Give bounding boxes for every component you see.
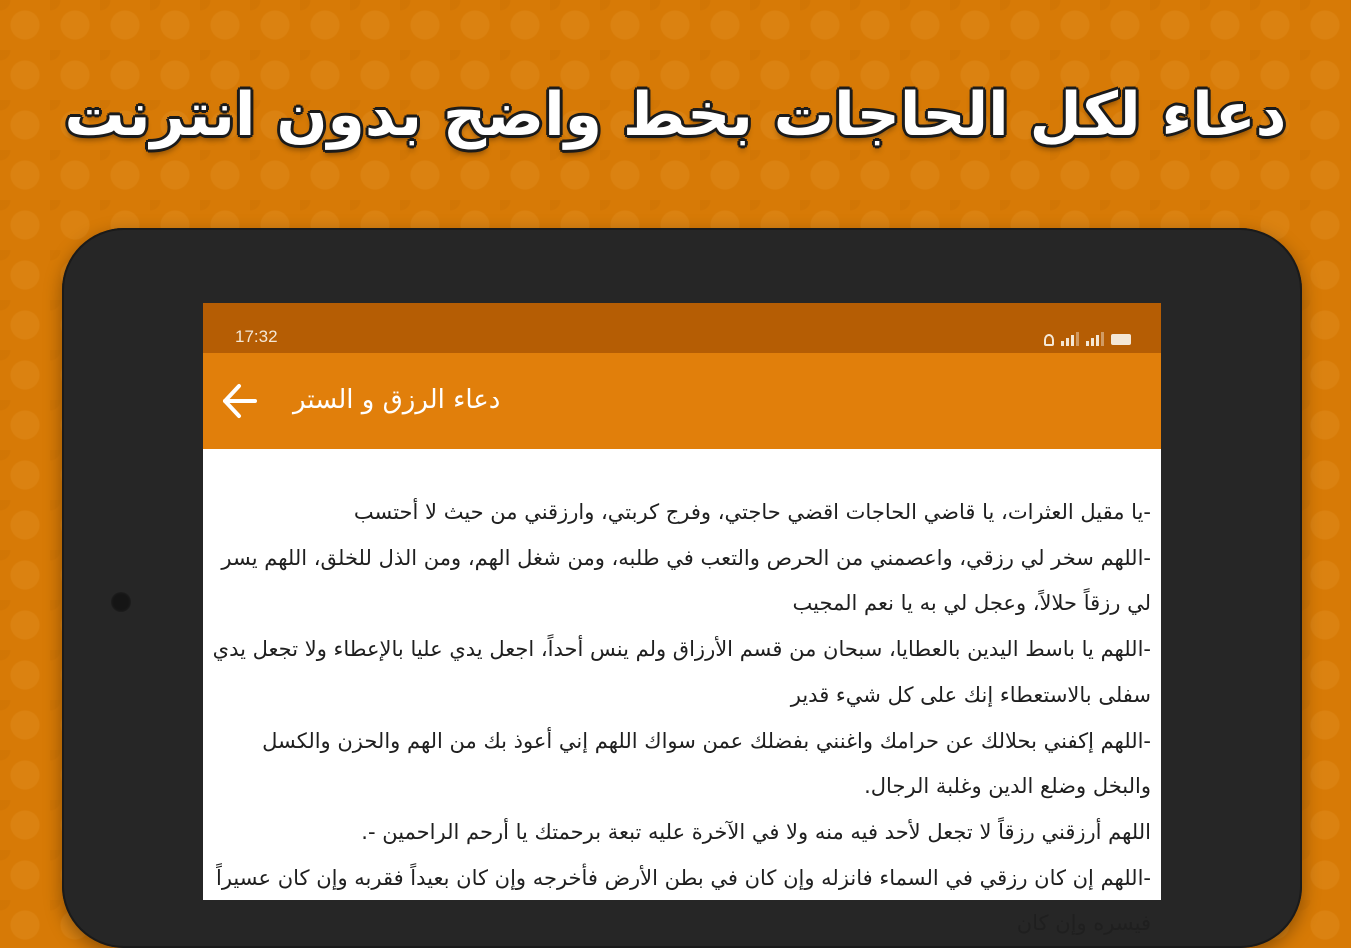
content-area[interactable] [203, 449, 1161, 936]
app-bar [203, 353, 1161, 449]
dua-item: -اللهم يا باسط اليدين بالعطايا، سبحان من قسم الأرزاق ولم ينس أحداً، اجعل يدي عليا بالإعطاء ولا تجعل يدي سفلى بالاستعطاء إنك على كل شيء قدير [212, 637, 1151, 707]
signal-icon [1061, 332, 1079, 346]
dua-item: -يا مقيل العثرات، يا قاضي الحاجات اقضي حاجتي، وفرج كربتي، وارزقني من حيث لا أحتسب [353, 500, 1151, 524]
page-title: دعاء الرزق و الستر [293, 385, 501, 415]
battery-icon [1111, 334, 1131, 345]
status-time: 17:32 [235, 327, 278, 346]
alarm-icon [1044, 334, 1054, 346]
device-screen [203, 303, 1161, 936]
status-bar [203, 303, 1161, 353]
dua-item: اللهم أرزقني رزقاً لا تجعل لأحد فيه منه ولا في الآخرة عليه تبعة برحمتك يا أرحم الراحمين -. [361, 819, 1151, 844]
back-button[interactable] [217, 377, 265, 425]
dua-item: -اللهم إكفني بحلالك عن حرامك واغنني بفضلك عمن سواك اللهم إني أعوذ بك من الهم والحزن والكسل والبخل وضلع الدين وغلبة الرجال. [262, 728, 1151, 799]
page-title-wrap [293, 375, 893, 425]
status-icons [1044, 330, 1131, 346]
dua-item: -اللهم إن كان رزقي في السماء فانزله وإن كان في بطن الأرض فأخرجه وإن كان بعيداً فقربه وإن كان عسيراً فيسره وإن كان [216, 865, 1151, 936]
wifi-signal-icon [1086, 332, 1104, 346]
dua-text [211, 490, 1151, 947]
promo-headline: دعاء لكل الحاجات بخط واضح بدون انترنت [64, 80, 1287, 150]
dua-item: -اللهم سخر لي رزقي، واعصمني من الحرص والتعب في طلبه، ومن شغل الهم، ومن الذل للخلق، اللهم يسر لي رزقاً حلالاً، وعجل لي به يا نعم المجيب [221, 545, 1151, 616]
arrow-left-icon [217, 377, 265, 425]
camera-dot [111, 592, 131, 612]
